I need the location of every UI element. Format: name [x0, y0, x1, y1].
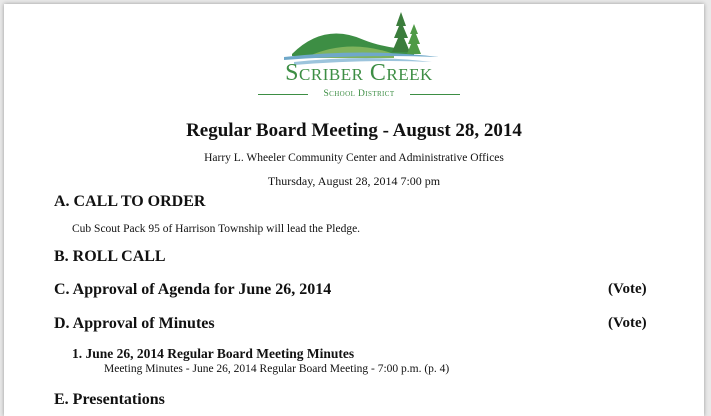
meeting-datetime: Thursday, August 28, 2014 7:00 pm: [267, 174, 441, 188]
minutes-item-link[interactable]: Meeting Minutes - June 26, 2014 Regular Board Meeting - 7:00 p.m. (p. 4): [104, 363, 450, 375]
section-e-heading: E. Presentations: [54, 391, 165, 408]
section-d-heading: D. Approval of Minutes: [54, 315, 215, 332]
meeting-title: Regular Board Meeting - August 28, 2014: [186, 120, 522, 141]
section-a-heading: A. CALL TO ORDER: [54, 193, 206, 210]
section-b-heading: B. ROLL CALL: [54, 248, 166, 265]
section-c-heading: C. Approval of Agenda for June 26, 2014: [54, 281, 332, 298]
logo-rule-right: [410, 94, 460, 95]
section-d-vote-tag: (Vote): [608, 315, 647, 331]
document-page: [4, 4, 704, 416]
district-logo: [254, 10, 464, 106]
call-to-order-note: Cub Scout Pack 95 of Harrison Township will lead the Pledge.: [72, 223, 361, 235]
logo-name: Scriber Creek: [285, 60, 433, 86]
meeting-location: Harry L. Wheeler Community Center and Administrative Offices: [204, 152, 504, 164]
section-c-vote-tag: (Vote): [608, 281, 647, 297]
minutes-item-title: 1. June 26, 2014 Regular Board Meeting Minutes: [72, 346, 355, 361]
logo-subtitle: School District: [323, 89, 395, 99]
